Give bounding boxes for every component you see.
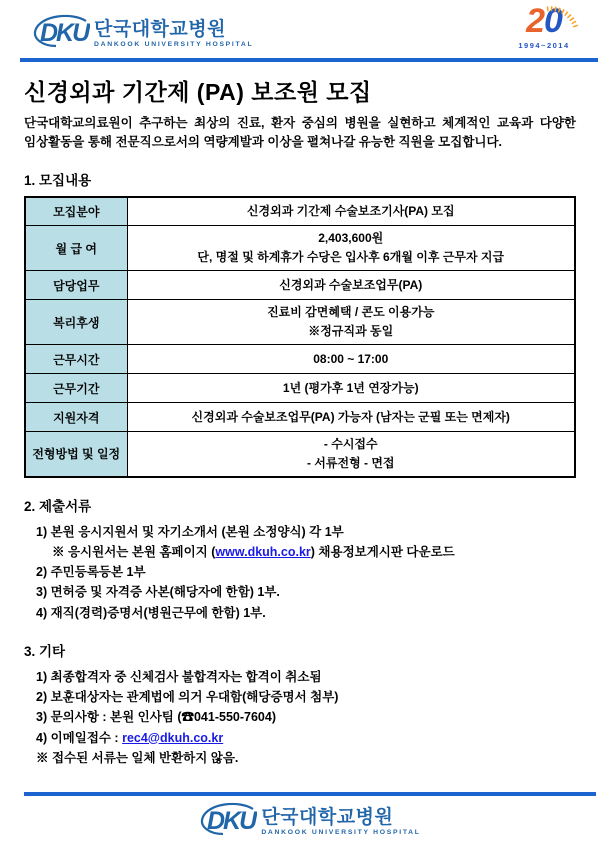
etc-item-2: 2) 보훈대상자는 관계법에 의거 우대함(해당증명서 첨부)	[36, 690, 339, 704]
etc-item-4	[36, 728, 576, 748]
page-header	[20, 0, 598, 62]
table-row	[25, 271, 575, 300]
anniversary-years: 1994~2014	[518, 41, 570, 50]
row-value: 1년 (평가후 1년 연장가능)	[127, 374, 575, 403]
section-2-heading: 2. 제출서류	[24, 498, 92, 514]
row-value-line: 단, 명절 및 하계휴가 수당은 입사후 6개월 이후 근무자 지급	[197, 250, 505, 264]
svg-text:DKU: DKU	[207, 807, 256, 835]
anniversary-number	[526, 4, 562, 38]
table-row	[25, 345, 575, 374]
documents-item-2: 2) 주민등록등본 1부	[36, 565, 146, 579]
row-value: 08:00 ~ 17:00	[127, 345, 575, 374]
page-title: 신경외과 기간제 (PA) 보조원 모집	[24, 79, 372, 105]
row-value	[127, 300, 575, 345]
row-value	[127, 432, 575, 477]
table-row	[25, 403, 575, 432]
hospital-name-korean: 단국대학교병원	[261, 807, 394, 829]
hospital-name	[261, 808, 420, 837]
row-label: 담당업무	[25, 271, 127, 300]
row-label: 복리후생	[25, 300, 127, 345]
dku-logo-icon	[199, 801, 257, 844]
email-link[interactable]: rec4@dkuh.co.kr	[122, 730, 224, 745]
etc-item-3: 3) 문의사항 : 본원 인사팀 (☎041-550-7604)	[36, 710, 276, 725]
row-label: 지원자격	[25, 403, 127, 432]
table-row	[25, 226, 575, 271]
section-1-heading: 1. 모집내용	[24, 172, 92, 188]
table-row	[25, 300, 575, 345]
anniversary-rays-icon	[544, 0, 578, 31]
row-value-line: - 서류전형 - 면접	[306, 455, 395, 470]
recruit-table	[24, 196, 576, 478]
svg-text:DKU: DKU	[40, 19, 89, 47]
homepage-link[interactable]: www.dkuh.co.kr	[215, 544, 311, 559]
row-value-line: - 수시접수	[323, 437, 378, 452]
documents-note-prefix: ※ 응시원서는 본원 홈페이지 (	[52, 544, 216, 559]
etc-item-1: 1) 최종합격자 중 신체검사 불합격자는 합격이 취소됨	[36, 669, 322, 684]
hospital-name	[94, 20, 253, 49]
row-label: 근무시간	[25, 345, 127, 374]
documents-item-4: 4) 재직(경력)증명서(병원근무에 한함) 1부.	[36, 605, 266, 620]
table-row	[25, 432, 575, 477]
intro-text: 단국대학교의료원이 추구하는 최상의 진료, 환자 중심의 병원을 실현하고 체계적인 교육과 다양한 임상활동을 통해 전문직으로서의 역량계발과 이상을 펼쳐나갈 유능한 직원을 모집합니다.	[24, 116, 576, 149]
etc-list	[36, 667, 576, 768]
dku-logo-icon	[32, 13, 90, 56]
row-value: 신경외과 수술보조업무(PA) 가능자 (남자는 군필 또는 면제자)	[127, 403, 575, 432]
row-label: 월 급 여	[25, 226, 127, 271]
anniversary-logo	[504, 4, 584, 50]
row-label: 전형방법 및 일정	[25, 432, 127, 477]
row-value	[127, 226, 575, 271]
documents-item-1: 1) 본원 응시지원서 및 자기소개서 (본원 소정양식) 각 1부	[36, 524, 344, 539]
page-footer	[24, 792, 596, 849]
table-row	[25, 374, 575, 403]
row-label: 모집분야	[25, 197, 127, 226]
etc-note: ※ 접수된 서류는 일체 반환하지 않음.	[36, 750, 239, 765]
header-logo	[32, 13, 253, 56]
hospital-name-korean: 단국대학교병원	[94, 19, 226, 41]
documents-note-suffix: ) 채용정보게시판 다운로드	[310, 544, 455, 559]
documents-note	[52, 542, 576, 562]
documents-list	[36, 522, 576, 623]
documents-item-3: 3) 면허증 및 자격증 사본(해당자에 한함) 1부.	[36, 585, 280, 600]
anniversary-digit: 2	[526, 2, 544, 40]
hospital-name-english: DANKOOK UNIVERSITY HOSPITAL	[94, 41, 254, 49]
row-value-line: 2,403,600원	[318, 231, 384, 246]
row-value-line: 진료비 감면혜택 / 콘도 이용가능	[267, 305, 435, 320]
anniversary-digit: 0	[544, 2, 562, 40]
hospital-name-english: DANKOOK UNIVERSITY HOSPITAL	[261, 829, 421, 837]
row-value-line: ※정규직과 동일	[308, 324, 394, 338]
footer-logo	[199, 801, 420, 844]
row-label: 근무기간	[25, 374, 127, 403]
table-row	[25, 197, 575, 226]
row-value: 신경외과 수술보조업무(PA)	[127, 271, 575, 300]
email-label: 4) 이메일접수 :	[36, 730, 123, 745]
row-value: 신경외과 기간제 수술보조기사(PA) 모집	[127, 197, 575, 226]
section-3-heading: 3. 기타	[24, 643, 66, 659]
